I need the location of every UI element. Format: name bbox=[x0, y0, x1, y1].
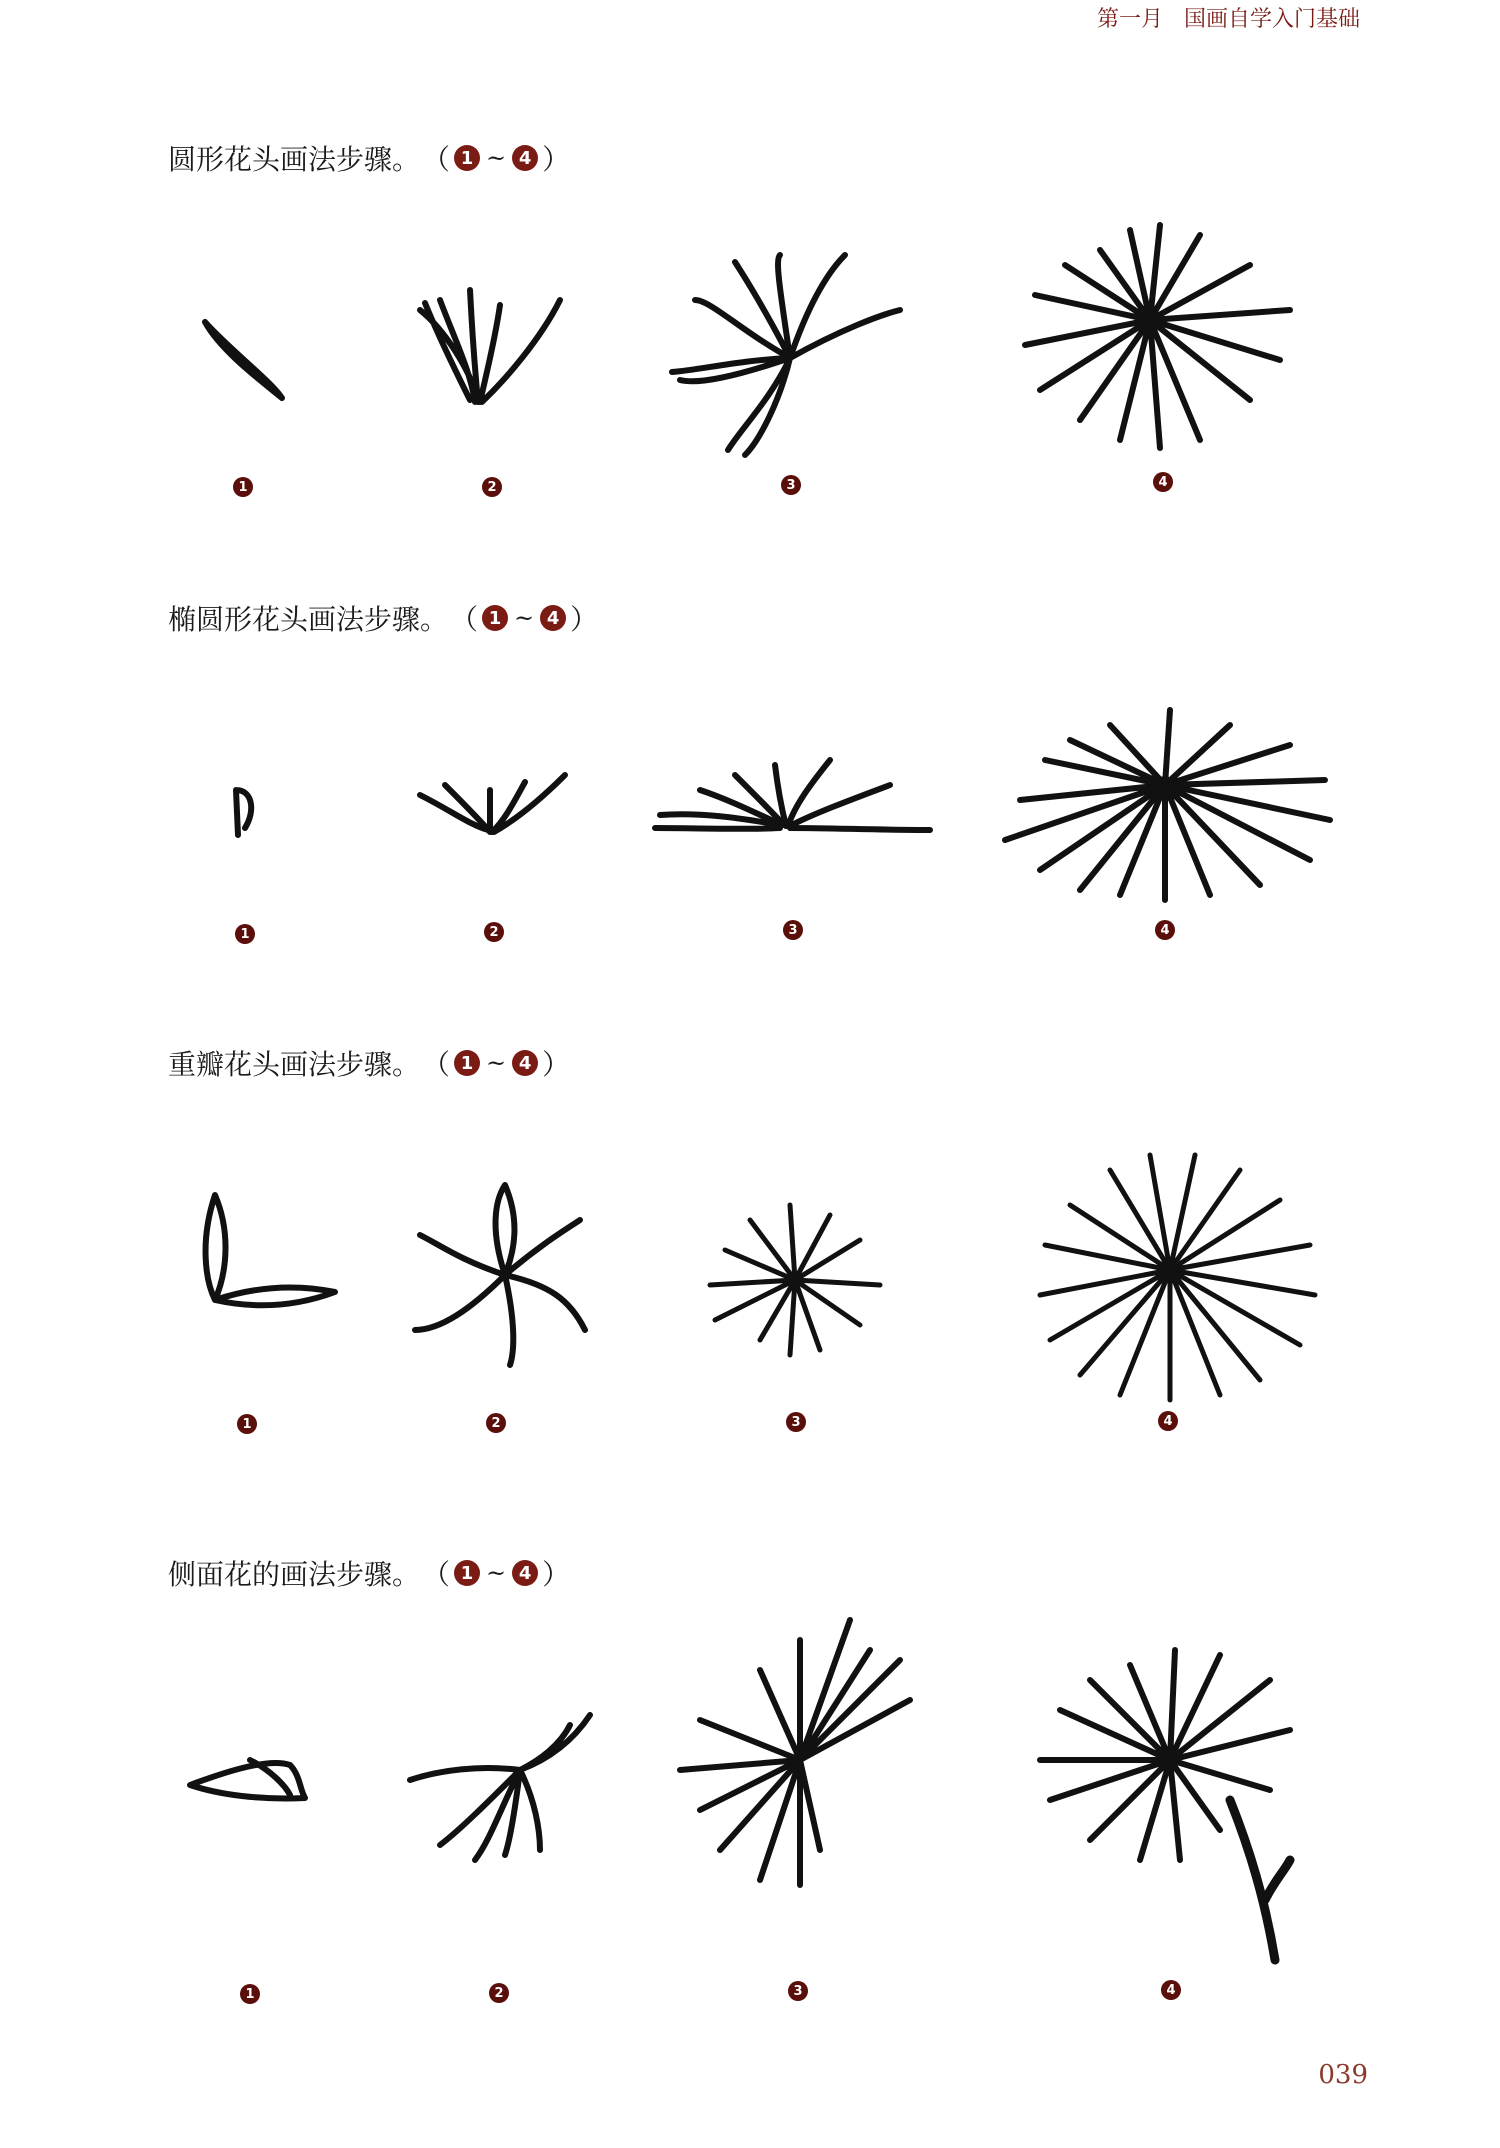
close-paren: ） bbox=[570, 603, 599, 636]
step-badge-to: 4 bbox=[512, 145, 538, 171]
header-chapter: 第一月 bbox=[1096, 7, 1163, 32]
section-title-text: 侧面花的画法步骤。 bbox=[168, 1558, 421, 1591]
section-title bbox=[168, 138, 572, 178]
section-title bbox=[168, 598, 600, 638]
open-paren: （ bbox=[422, 1048, 451, 1081]
header-title: 国画自学入门基础 bbox=[1183, 7, 1360, 32]
open-paren: （ bbox=[422, 1558, 451, 1591]
close-paren: ） bbox=[542, 1048, 571, 1081]
step-number: 2 bbox=[489, 1983, 509, 2003]
step-badge-from: 1 bbox=[482, 605, 508, 631]
close-paren: ） bbox=[542, 1558, 571, 1591]
step-number: 3 bbox=[783, 920, 803, 940]
tilde: ~ bbox=[486, 144, 507, 172]
step-number: 1 bbox=[233, 477, 253, 497]
step-badge-to: 4 bbox=[512, 1050, 538, 1076]
step-badge-to: 4 bbox=[540, 605, 566, 631]
section-title bbox=[168, 1553, 572, 1593]
tilde: ~ bbox=[486, 1049, 507, 1077]
step-number: 3 bbox=[786, 1412, 806, 1432]
open-paren: （ bbox=[422, 143, 451, 176]
header-text bbox=[1097, 2, 1360, 33]
step-number: 1 bbox=[240, 1984, 260, 2004]
step-number: 2 bbox=[484, 922, 504, 942]
section-title-text: 圆形花头画法步骤。 bbox=[168, 143, 421, 176]
open-paren: （ bbox=[450, 603, 479, 636]
petal-drawing bbox=[0, 0, 1, 1]
step-number: 1 bbox=[235, 924, 255, 944]
step-number: 2 bbox=[482, 477, 502, 497]
step-badge-from: 1 bbox=[454, 145, 480, 171]
step-badge-to: 4 bbox=[512, 1560, 538, 1586]
page-header bbox=[0, 0, 1500, 40]
step-number: 2 bbox=[486, 1413, 506, 1433]
tilde: ~ bbox=[486, 1559, 507, 1587]
step-number: 3 bbox=[781, 475, 801, 495]
section-title-text: 椭圆形花头画法步骤。 bbox=[168, 603, 449, 636]
step-number: 4 bbox=[1155, 920, 1175, 940]
close-paren: ） bbox=[542, 143, 571, 176]
step-badge-from: 1 bbox=[454, 1050, 480, 1076]
section-title-text: 重瓣花头画法步骤。 bbox=[168, 1048, 421, 1081]
step-number: 1 bbox=[237, 1414, 257, 1434]
step-number: 4 bbox=[1161, 1980, 1181, 2000]
section-title bbox=[168, 1043, 572, 1083]
step-number: 4 bbox=[1153, 472, 1173, 492]
step-number: 3 bbox=[788, 1981, 808, 2001]
step-badge-from: 1 bbox=[454, 1560, 480, 1586]
step-number: 4 bbox=[1158, 1411, 1178, 1431]
tilde: ~ bbox=[514, 604, 535, 632]
page-number: 039 bbox=[1318, 2060, 1368, 2090]
